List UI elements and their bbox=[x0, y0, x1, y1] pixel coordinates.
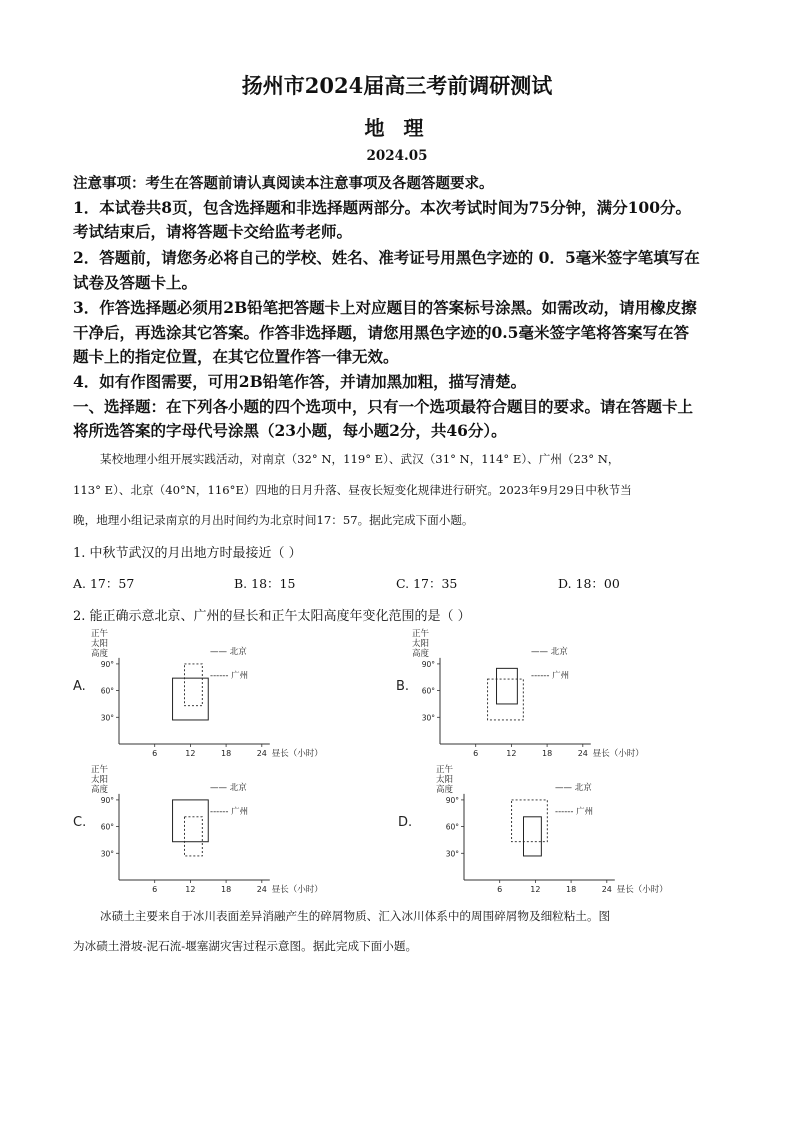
y-axis-label: 太阳 bbox=[412, 639, 430, 649]
notice-line: 考试结束后，请将答题卡交给监考老师。 bbox=[73, 222, 353, 241]
beijing-box bbox=[173, 800, 209, 842]
x-tick-label: 6 bbox=[497, 885, 503, 894]
legend-guangzhou: ------ 广州 bbox=[531, 671, 570, 681]
x-tick-label: 24 bbox=[577, 749, 588, 758]
y-axis-label: 太阳 bbox=[91, 639, 109, 649]
y-tick-label: 60° bbox=[421, 686, 435, 696]
x-tick-label: 6 bbox=[152, 749, 158, 758]
passage-line: 晚，地理小组记录南京的月出时间约为北京时间17：57。据此完成下面小题。 bbox=[73, 513, 474, 527]
x-axis-label: 昼长（小时） bbox=[616, 885, 668, 895]
q2-charts bbox=[0, 620, 794, 900]
option-d: D. 18：00 bbox=[558, 576, 620, 591]
x-axis-label: 昼长（小时） bbox=[271, 749, 323, 759]
exam-date: 2024.05 bbox=[366, 148, 428, 164]
legend-guangzhou: ------ 广州 bbox=[555, 807, 594, 817]
y-axis-label: 正午 bbox=[412, 629, 430, 639]
y-tick-label: 60° bbox=[100, 686, 114, 696]
notice-line: 试卷及答题卡上。 bbox=[73, 273, 198, 292]
y-tick-label: 60° bbox=[445, 822, 459, 832]
x-tick-label: 6 bbox=[473, 749, 479, 758]
beijing-box bbox=[524, 817, 542, 856]
x-axis-label: 昼长（小时） bbox=[271, 885, 323, 895]
y-axis-label: 高度 bbox=[91, 785, 109, 795]
passage-line: 冰碛土主要来自于冰川表面差异消融产生的碎屑物质、汇入冰川体系中的周围碎屑物及细粒粘土。图 bbox=[100, 909, 611, 923]
page-title: 扬州市2024届高三考前调研测试 bbox=[241, 73, 553, 98]
x-tick-label: 6 bbox=[152, 885, 158, 894]
legend-beijing: —— 北京 bbox=[210, 647, 247, 657]
beijing-box bbox=[173, 678, 209, 720]
subject-title: 地 理 bbox=[364, 116, 430, 140]
option-b: B. 18：15 bbox=[234, 576, 296, 591]
y-axis-label: 高度 bbox=[412, 649, 430, 659]
x-tick-label: 24 bbox=[601, 885, 612, 894]
guangzhou-box bbox=[512, 800, 548, 842]
legend-beijing: —— 北京 bbox=[531, 647, 568, 657]
x-tick-label: 12 bbox=[185, 749, 196, 758]
option-c: C. 17：35 bbox=[396, 576, 458, 591]
notice-heading: 注意事项：考生在答题前请认真阅读本注意事项及各题答题要求。 bbox=[73, 175, 494, 192]
guangzhou-box bbox=[184, 817, 202, 856]
y-axis-label: 太阳 bbox=[436, 775, 454, 785]
x-tick-label: 18 bbox=[542, 749, 553, 758]
y-axis-label: 正午 bbox=[436, 765, 454, 775]
y-tick-label: 30° bbox=[421, 713, 435, 723]
notice-line: 题卡上的指定位置，在其它位置作答一律无效。 bbox=[73, 347, 399, 366]
guangzhou-box bbox=[488, 679, 524, 720]
passage-line: 113° E）、北京（40°N，116°E）四地的日月升落、昼夜长短变化规律进行研究。2023年9月29日中秋节当 bbox=[73, 483, 632, 497]
y-axis-label: 太阳 bbox=[91, 775, 109, 785]
passage-line: 为冰碛土滑坡-泥石流-堰塞湖灾害过程示意图。据此完成下面小题。 bbox=[73, 939, 418, 953]
notice-line: 4．如有作图需要，可用2B铅笔作答，并请加黑加粗，描写清楚。 bbox=[73, 372, 527, 391]
y-tick-label: 60° bbox=[100, 822, 114, 832]
section-heading: 一、选择题：在下列各小题的四个选项中，只有一个选项最符合题目的要求。请在答题卡上 bbox=[73, 397, 694, 416]
y-tick-label: 90° bbox=[100, 795, 114, 805]
guangzhou-box bbox=[184, 664, 202, 706]
question-stem: 2. 能正确示意北京、广州的昼长和正午太阳高度年变化范围的是（ ） bbox=[73, 609, 471, 624]
y-tick-label: 30° bbox=[445, 849, 459, 859]
y-axis-label: 正午 bbox=[91, 765, 109, 775]
chart-option-label: A. bbox=[73, 679, 86, 694]
chart-option-label: C. bbox=[73, 815, 87, 830]
y-axis-label: 高度 bbox=[436, 785, 454, 795]
y-axis-label: 正午 bbox=[91, 629, 109, 639]
option-a: A. 17：57 bbox=[73, 576, 135, 591]
notice-line: 3．作答选择题必须用2B铅笔把答题卡上对应题目的答案标号涂黑。如需改动，请用橡皮擦 bbox=[73, 298, 697, 317]
x-tick-label: 12 bbox=[506, 749, 517, 758]
x-tick-label: 24 bbox=[256, 749, 267, 758]
y-tick-label: 90° bbox=[421, 659, 435, 669]
notice-line: 2．答题前，请您务必将自己的学校、姓名、准考证号用黑色字迹的 0．5毫米签字笔填写在 bbox=[73, 248, 700, 267]
chart-option-label: D. bbox=[398, 815, 413, 830]
y-axis-label: 高度 bbox=[91, 649, 109, 659]
y-tick-label: 30° bbox=[100, 713, 114, 723]
x-tick-label: 18 bbox=[221, 749, 232, 758]
y-tick-label: 90° bbox=[445, 795, 459, 805]
passage-line: 某校地理小组开展实践活动，对南京（32° N，119° E）、武汉（31° N，114° E）、广州（23° N， bbox=[100, 452, 620, 466]
chart-option-label: B. bbox=[396, 679, 410, 694]
x-tick-label: 12 bbox=[185, 885, 196, 894]
x-tick-label: 18 bbox=[566, 885, 577, 894]
section-heading: 将所选答案的字母代号涂黑（23小题，每小题2分，共46分）。 bbox=[73, 421, 507, 440]
question-stem: 1. 中秋节武汉的月出地方时最接近（ ） bbox=[73, 546, 302, 561]
beijing-box bbox=[497, 668, 518, 704]
notice-line: 1．本试卷共8页，包含选择题和非选择题两部分。本次考试时间为75分钟，满分100分。 bbox=[73, 198, 691, 217]
notice-line: 干净后，再选涂其它答案。作答非选择题，请您用黑色字迹的0.5毫米签字笔将答案写在答 bbox=[73, 323, 689, 342]
y-tick-label: 90° bbox=[100, 659, 114, 669]
x-tick-label: 24 bbox=[256, 885, 267, 894]
x-tick-label: 18 bbox=[221, 885, 232, 894]
y-tick-label: 30° bbox=[100, 849, 114, 859]
legend-guangzhou: ------ 广州 bbox=[210, 671, 249, 681]
x-axis-label: 昼长（小时） bbox=[592, 749, 644, 759]
legend-guangzhou: ------ 广州 bbox=[210, 807, 249, 817]
x-tick-label: 12 bbox=[530, 885, 541, 894]
legend-beijing: —— 北京 bbox=[210, 783, 247, 793]
legend-beijing: —— 北京 bbox=[555, 783, 592, 793]
